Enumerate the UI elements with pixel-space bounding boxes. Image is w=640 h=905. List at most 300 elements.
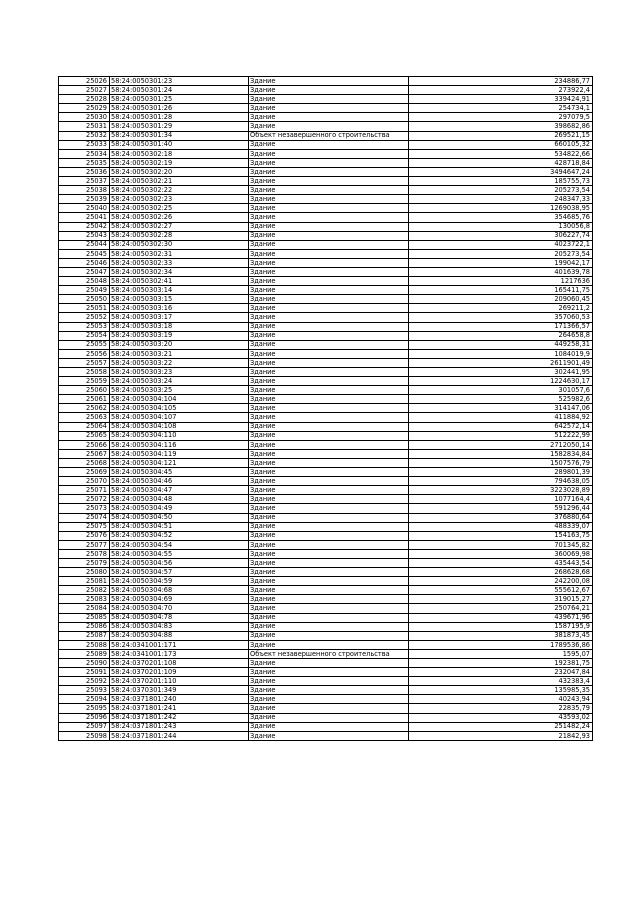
cadastral-value-cell: 289801,39	[409, 468, 593, 477]
table-row	[59, 468, 593, 477]
cadastral-number-cell: 58:24:0050302:34	[110, 267, 249, 276]
row-number-cell: 25079	[59, 558, 110, 567]
cadastral-value-cell: 1582834,84	[409, 449, 593, 458]
table-row	[59, 731, 593, 740]
cadastral-value-cell: 242200,08	[409, 577, 593, 586]
row-number-cell: 25068	[59, 458, 110, 467]
cadastral-number-cell: 58:24:0050303:21	[110, 349, 249, 358]
cadastral-number-cell: 58:24:0050304:55	[110, 549, 249, 558]
row-number-cell: 25064	[59, 422, 110, 431]
object-type-cell: Здание	[249, 167, 409, 176]
object-type-cell: Здание	[249, 122, 409, 131]
cadastral-number-cell: 58:24:0050301:34	[110, 131, 249, 140]
table-row	[59, 595, 593, 604]
object-type-cell: Здание	[249, 177, 409, 186]
cadastral-value-cell: 439671,96	[409, 613, 593, 622]
registry-table	[58, 76, 593, 741]
cadastral-number-cell: 58:24:0050303:25	[110, 386, 249, 395]
cadastral-value-cell: 354685,76	[409, 213, 593, 222]
object-type-cell: Здание	[249, 295, 409, 304]
cadastral-number-cell: 58:24:0050304:45	[110, 468, 249, 477]
cadastral-value-cell: 248347,33	[409, 195, 593, 204]
table-row	[59, 277, 593, 286]
cadastral-value-cell: 512222,99	[409, 431, 593, 440]
cadastral-number-cell: 58:24:0370201:109	[110, 668, 249, 677]
row-number-cell: 25029	[59, 104, 110, 113]
table-row	[59, 522, 593, 531]
object-type-cell: Здание	[249, 513, 409, 522]
table-row	[59, 158, 593, 167]
cadastral-number-cell: 58:24:0050304:56	[110, 558, 249, 567]
cadastral-value-cell: 4023722,1	[409, 240, 593, 249]
row-number-cell: 25093	[59, 686, 110, 695]
object-type-cell: Здание	[249, 249, 409, 258]
cadastral-number-cell: 58:24:0050303:22	[110, 358, 249, 367]
object-type-cell: Здание	[249, 640, 409, 649]
cadastral-value-cell: 232047,84	[409, 668, 593, 677]
cadastral-value-cell: 209060,45	[409, 295, 593, 304]
row-number-cell: 25026	[59, 77, 110, 86]
table-row	[59, 349, 593, 358]
table-row	[59, 631, 593, 640]
row-number-cell: 25089	[59, 649, 110, 658]
row-number-cell: 25052	[59, 313, 110, 322]
cadastral-number-cell: 58:24:0050303:14	[110, 286, 249, 295]
table-row	[59, 586, 593, 595]
row-number-cell: 25082	[59, 586, 110, 595]
object-type-cell: Здание	[249, 277, 409, 286]
cadastral-number-cell: 58:24:0050301:26	[110, 104, 249, 113]
cadastral-value-cell: 314147,06	[409, 404, 593, 413]
cadastral-number-cell: 58:24:0371801:242	[110, 713, 249, 722]
cadastral-value-cell: 205273,54	[409, 249, 593, 258]
table-row	[59, 95, 593, 104]
cadastral-number-cell: 58:24:0371801:240	[110, 695, 249, 704]
object-type-cell: Здание	[249, 358, 409, 367]
row-number-cell: 25027	[59, 86, 110, 95]
table-row	[59, 322, 593, 331]
cadastral-value-cell: 1217636	[409, 277, 593, 286]
cadastral-value-cell: 1789536,86	[409, 640, 593, 649]
table-row	[59, 77, 593, 86]
cadastral-value-cell: 701345,82	[409, 540, 593, 549]
cadastral-number-cell: 58:24:0050304:78	[110, 613, 249, 622]
row-number-cell: 25054	[59, 331, 110, 340]
table-row	[59, 568, 593, 577]
cadastral-number-cell: 58:24:0050304:116	[110, 440, 249, 449]
cadastral-number-cell: 58:24:0050304:83	[110, 622, 249, 631]
cadastral-number-cell: 58:24:0050303:19	[110, 331, 249, 340]
cadastral-value-cell: 130056,8	[409, 222, 593, 231]
cadastral-value-cell: 591296,44	[409, 504, 593, 513]
table-row	[59, 440, 593, 449]
cadastral-value-cell: 555612,67	[409, 586, 593, 595]
row-number-cell: 25086	[59, 622, 110, 631]
row-number-cell: 25091	[59, 668, 110, 677]
cadastral-number-cell: 58:24:0050304:119	[110, 449, 249, 458]
row-number-cell: 25085	[59, 613, 110, 622]
cadastral-number-cell: 58:24:0050304:51	[110, 522, 249, 531]
table-row	[59, 249, 593, 258]
cadastral-number-cell: 58:24:0341001:173	[110, 649, 249, 658]
row-number-cell: 25096	[59, 713, 110, 722]
object-type-cell: Здание	[249, 504, 409, 513]
cadastral-number-cell: 58:24:0050302:22	[110, 186, 249, 195]
cadastral-number-cell: 58:24:0050301:23	[110, 77, 249, 86]
cadastral-number-cell: 58:24:0050304:50	[110, 513, 249, 522]
cadastral-number-cell: 58:24:0050302:33	[110, 258, 249, 267]
object-type-cell: Здание	[249, 149, 409, 158]
object-type-cell: Здание	[249, 413, 409, 422]
cadastral-value-cell: 234886,77	[409, 77, 593, 86]
cadastral-value-cell: 3494647,24	[409, 167, 593, 176]
object-type-cell: Здание	[249, 158, 409, 167]
cadastral-number-cell: 58:24:0050302:25	[110, 204, 249, 213]
row-number-cell: 25036	[59, 167, 110, 176]
cadastral-number-cell: 58:24:0050301:40	[110, 140, 249, 149]
cadastral-number-cell: 58:24:0050301:29	[110, 122, 249, 131]
table-row	[59, 622, 593, 631]
object-type-cell: Здание	[249, 267, 409, 276]
row-number-cell: 25047	[59, 267, 110, 276]
table-row	[59, 358, 593, 367]
cadastral-value-cell: 1077164,4	[409, 495, 593, 504]
cadastral-number-cell: 58:24:0050303:24	[110, 377, 249, 386]
row-number-cell: 25031	[59, 122, 110, 131]
cadastral-number-cell: 58:24:0050304:54	[110, 540, 249, 549]
object-type-cell: Здание	[249, 331, 409, 340]
table-row	[59, 549, 593, 558]
cadastral-value-cell: 376880,64	[409, 513, 593, 522]
object-type-cell: Здание	[249, 695, 409, 704]
table-row	[59, 504, 593, 513]
cadastral-number-cell: 58:24:0050303:18	[110, 322, 249, 331]
object-type-cell: Здание	[249, 595, 409, 604]
cadastral-number-cell: 58:24:0370301:349	[110, 686, 249, 695]
row-number-cell: 25033	[59, 140, 110, 149]
cadastral-value-cell: 1507576,79	[409, 458, 593, 467]
object-type-cell: Здание	[249, 349, 409, 358]
object-type-cell: Здание	[249, 531, 409, 540]
cadastral-value-cell: 534822,66	[409, 149, 593, 158]
table-row	[59, 377, 593, 386]
object-type-cell: Здание	[249, 204, 409, 213]
row-number-cell: 25035	[59, 158, 110, 167]
table-row	[59, 167, 593, 176]
table-row	[59, 449, 593, 458]
row-number-cell: 25038	[59, 186, 110, 195]
cadastral-value-cell: 449258,31	[409, 340, 593, 349]
cadastral-number-cell: 58:24:0050301:24	[110, 86, 249, 95]
table-row	[59, 649, 593, 658]
cadastral-number-cell: 58:24:0371801:243	[110, 722, 249, 731]
cadastral-value-cell: 1224630,17	[409, 377, 593, 386]
table-row	[59, 722, 593, 731]
table-row	[59, 422, 593, 431]
cadastral-value-cell: 435443,54	[409, 558, 593, 567]
cadastral-number-cell: 58:24:0050304:104	[110, 395, 249, 404]
table-row	[59, 704, 593, 713]
cadastral-number-cell: 58:24:0050302:20	[110, 167, 249, 176]
object-type-cell: Здание	[249, 558, 409, 567]
object-type-cell: Объект незавершенного строительства	[249, 131, 409, 140]
table-row	[59, 604, 593, 613]
cadastral-number-cell: 58:24:0050304:108	[110, 422, 249, 431]
table-row	[59, 477, 593, 486]
row-number-cell: 25041	[59, 213, 110, 222]
row-number-cell: 25028	[59, 95, 110, 104]
row-number-cell: 25073	[59, 504, 110, 513]
cadastral-value-cell: 192381,75	[409, 659, 593, 668]
cadastral-number-cell: 58:24:0050302:27	[110, 222, 249, 231]
cadastral-number-cell: 58:24:0050304:107	[110, 413, 249, 422]
row-number-cell: 25059	[59, 377, 110, 386]
object-type-cell: Здание	[249, 386, 409, 395]
table-row	[59, 267, 593, 276]
row-number-cell: 25060	[59, 386, 110, 395]
object-type-cell: Здание	[249, 449, 409, 458]
cadastral-number-cell: 58:24:0050302:28	[110, 231, 249, 240]
cadastral-value-cell: 398682,86	[409, 122, 593, 131]
row-number-cell: 25053	[59, 322, 110, 331]
cadastral-number-cell: 58:24:0050304:52	[110, 531, 249, 540]
object-type-cell: Здание	[249, 604, 409, 613]
row-number-cell: 25080	[59, 568, 110, 577]
table-row	[59, 431, 593, 440]
cadastral-value-cell: 306227,74	[409, 231, 593, 240]
table-row	[59, 458, 593, 467]
cadastral-value-cell: 251482,24	[409, 722, 593, 731]
row-number-cell: 25040	[59, 204, 110, 213]
row-number-cell: 25083	[59, 595, 110, 604]
table-row	[59, 313, 593, 322]
object-type-cell: Здание	[249, 622, 409, 631]
cadastral-number-cell: 58:24:0050303:23	[110, 368, 249, 377]
object-type-cell: Здание	[249, 686, 409, 695]
cadastral-value-cell: 660105,32	[409, 140, 593, 149]
object-type-cell: Здание	[249, 113, 409, 122]
table-row	[59, 304, 593, 313]
table-row	[59, 195, 593, 204]
object-type-cell: Здание	[249, 286, 409, 295]
cadastral-number-cell: 58:24:0050304:46	[110, 477, 249, 486]
cadastral-number-cell: 58:24:0050302:26	[110, 213, 249, 222]
object-type-cell: Здание	[249, 440, 409, 449]
cadastral-value-cell: 40243,94	[409, 695, 593, 704]
row-number-cell: 25088	[59, 640, 110, 649]
cadastral-value-cell: 297079,5	[409, 113, 593, 122]
table-row	[59, 222, 593, 231]
cadastral-value-cell: 273922,4	[409, 86, 593, 95]
object-type-cell: Здание	[249, 568, 409, 577]
cadastral-value-cell: 264658,8	[409, 331, 593, 340]
row-number-cell: 25069	[59, 468, 110, 477]
cadastral-value-cell: 357060,53	[409, 313, 593, 322]
row-number-cell: 25061	[59, 395, 110, 404]
row-number-cell: 25056	[59, 349, 110, 358]
cadastral-number-cell: 58:24:0050302:31	[110, 249, 249, 258]
table-row	[59, 177, 593, 186]
cadastral-value-cell: 360069,98	[409, 549, 593, 558]
table-row	[59, 86, 593, 95]
cadastral-number-cell: 58:24:0050304:88	[110, 631, 249, 640]
cadastral-number-cell: 58:24:0050304:105	[110, 404, 249, 413]
cadastral-number-cell: 58:24:0050303:20	[110, 340, 249, 349]
object-type-cell: Здание	[249, 659, 409, 668]
object-type-cell: Здание	[249, 422, 409, 431]
cadastral-number-cell: 58:24:0050302:30	[110, 240, 249, 249]
object-type-cell: Объект незавершенного строительства	[249, 649, 409, 658]
row-number-cell: 25081	[59, 577, 110, 586]
cadastral-value-cell: 488339,07	[409, 522, 593, 531]
cadastral-value-cell: 2611901,49	[409, 358, 593, 367]
row-number-cell: 25075	[59, 522, 110, 531]
table-row	[59, 613, 593, 622]
table-row	[59, 213, 593, 222]
object-type-cell: Здание	[249, 95, 409, 104]
object-type-cell: Здание	[249, 431, 409, 440]
cadastral-value-cell: 1269038,95	[409, 204, 593, 213]
table-row	[59, 140, 593, 149]
table-row	[59, 340, 593, 349]
cadastral-value-cell: 21842,93	[409, 731, 593, 740]
row-number-cell: 25084	[59, 604, 110, 613]
object-type-cell: Здание	[249, 458, 409, 467]
cadastral-number-cell: 58:24:0050304:59	[110, 577, 249, 586]
table-row	[59, 558, 593, 567]
cadastral-value-cell: 171366,57	[409, 322, 593, 331]
object-type-cell: Здание	[249, 231, 409, 240]
cadastral-number-cell: 58:24:0050304:110	[110, 431, 249, 440]
table-row	[59, 531, 593, 540]
cadastral-number-cell: 58:24:0050304:121	[110, 458, 249, 467]
cadastral-number-cell: 58:24:0050301:25	[110, 95, 249, 104]
cadastral-value-cell: 2712050,14	[409, 440, 593, 449]
cadastral-number-cell: 58:24:0050302:19	[110, 158, 249, 167]
cadastral-number-cell: 58:24:0050302:21	[110, 177, 249, 186]
row-number-cell: 25094	[59, 695, 110, 704]
table-row	[59, 540, 593, 549]
cadastral-value-cell: 43593,02	[409, 713, 593, 722]
cadastral-number-cell: 58:24:0050303:17	[110, 313, 249, 322]
cadastral-number-cell: 58:24:0341001:171	[110, 640, 249, 649]
row-number-cell: 25050	[59, 295, 110, 304]
cadastral-value-cell: 3223028,89	[409, 486, 593, 495]
row-number-cell: 25045	[59, 249, 110, 258]
object-type-cell: Здание	[249, 195, 409, 204]
row-number-cell: 25039	[59, 195, 110, 204]
row-number-cell: 25087	[59, 631, 110, 640]
object-type-cell: Здание	[249, 213, 409, 222]
table-row	[59, 295, 593, 304]
cadastral-number-cell: 58:24:0050304:57	[110, 568, 249, 577]
cadastral-number-cell: 58:24:0050304:48	[110, 495, 249, 504]
object-type-cell: Здание	[249, 704, 409, 713]
cadastral-value-cell: 339424,91	[409, 95, 593, 104]
cadastral-value-cell: 319015,27	[409, 595, 593, 604]
table-row	[59, 240, 593, 249]
table-row	[59, 395, 593, 404]
row-number-cell: 25051	[59, 304, 110, 313]
object-type-cell: Здание	[249, 140, 409, 149]
object-type-cell: Здание	[249, 304, 409, 313]
cadastral-value-cell: 199042,17	[409, 258, 593, 267]
row-number-cell: 25095	[59, 704, 110, 713]
row-number-cell: 25057	[59, 358, 110, 367]
row-number-cell: 25071	[59, 486, 110, 495]
cadastral-value-cell: 250764,21	[409, 604, 593, 613]
row-number-cell: 25037	[59, 177, 110, 186]
row-number-cell: 25076	[59, 531, 110, 540]
cadastral-number-cell: 58:24:0050304:47	[110, 486, 249, 495]
object-type-cell: Здание	[249, 477, 409, 486]
object-type-cell: Здание	[249, 713, 409, 722]
table-row	[59, 231, 593, 240]
cadastral-number-cell: 58:24:0050303:15	[110, 295, 249, 304]
table-row	[59, 331, 593, 340]
row-number-cell: 25032	[59, 131, 110, 140]
object-type-cell: Здание	[249, 677, 409, 686]
table-row	[59, 131, 593, 140]
row-number-cell: 25070	[59, 477, 110, 486]
row-number-cell: 25067	[59, 449, 110, 458]
object-type-cell: Здание	[249, 522, 409, 531]
row-number-cell: 25097	[59, 722, 110, 731]
object-type-cell: Здание	[249, 322, 409, 331]
object-type-cell: Здание	[249, 395, 409, 404]
row-number-cell: 25046	[59, 258, 110, 267]
cadastral-value-cell: 381873,45	[409, 631, 593, 640]
object-type-cell: Здание	[249, 258, 409, 267]
cadastral-value-cell: 411884,92	[409, 413, 593, 422]
table-row	[59, 149, 593, 158]
row-number-cell: 25092	[59, 677, 110, 686]
object-type-cell: Здание	[249, 731, 409, 740]
table-row	[59, 368, 593, 377]
object-type-cell: Здание	[249, 222, 409, 231]
table-row	[59, 695, 593, 704]
cadastral-value-cell: 428718,84	[409, 158, 593, 167]
cadastral-number-cell: 58:24:0050304:69	[110, 595, 249, 604]
row-number-cell: 25066	[59, 440, 110, 449]
row-number-cell: 25058	[59, 368, 110, 377]
object-type-cell: Здание	[249, 668, 409, 677]
cadastral-number-cell: 58:24:0370201:108	[110, 659, 249, 668]
row-number-cell: 25063	[59, 413, 110, 422]
object-type-cell: Здание	[249, 586, 409, 595]
cadastral-value-cell: 1084019,9	[409, 349, 593, 358]
object-type-cell: Здание	[249, 86, 409, 95]
table-row	[59, 386, 593, 395]
table-row	[59, 577, 593, 586]
object-type-cell: Здание	[249, 377, 409, 386]
row-number-cell: 25062	[59, 404, 110, 413]
row-number-cell: 25030	[59, 113, 110, 122]
cadastral-value-cell: 794638,05	[409, 477, 593, 486]
cadastral-number-cell: 58:24:0050304:49	[110, 504, 249, 513]
row-number-cell: 25044	[59, 240, 110, 249]
cadastral-value-cell: 432383,4	[409, 677, 593, 686]
object-type-cell: Здание	[249, 404, 409, 413]
table-row	[59, 258, 593, 267]
object-type-cell: Здание	[249, 631, 409, 640]
object-type-cell: Здание	[249, 549, 409, 558]
object-type-cell: Здание	[249, 468, 409, 477]
table-row	[59, 659, 593, 668]
table-row	[59, 677, 593, 686]
cadastral-value-cell: 269211,2	[409, 304, 593, 313]
object-type-cell: Здание	[249, 368, 409, 377]
